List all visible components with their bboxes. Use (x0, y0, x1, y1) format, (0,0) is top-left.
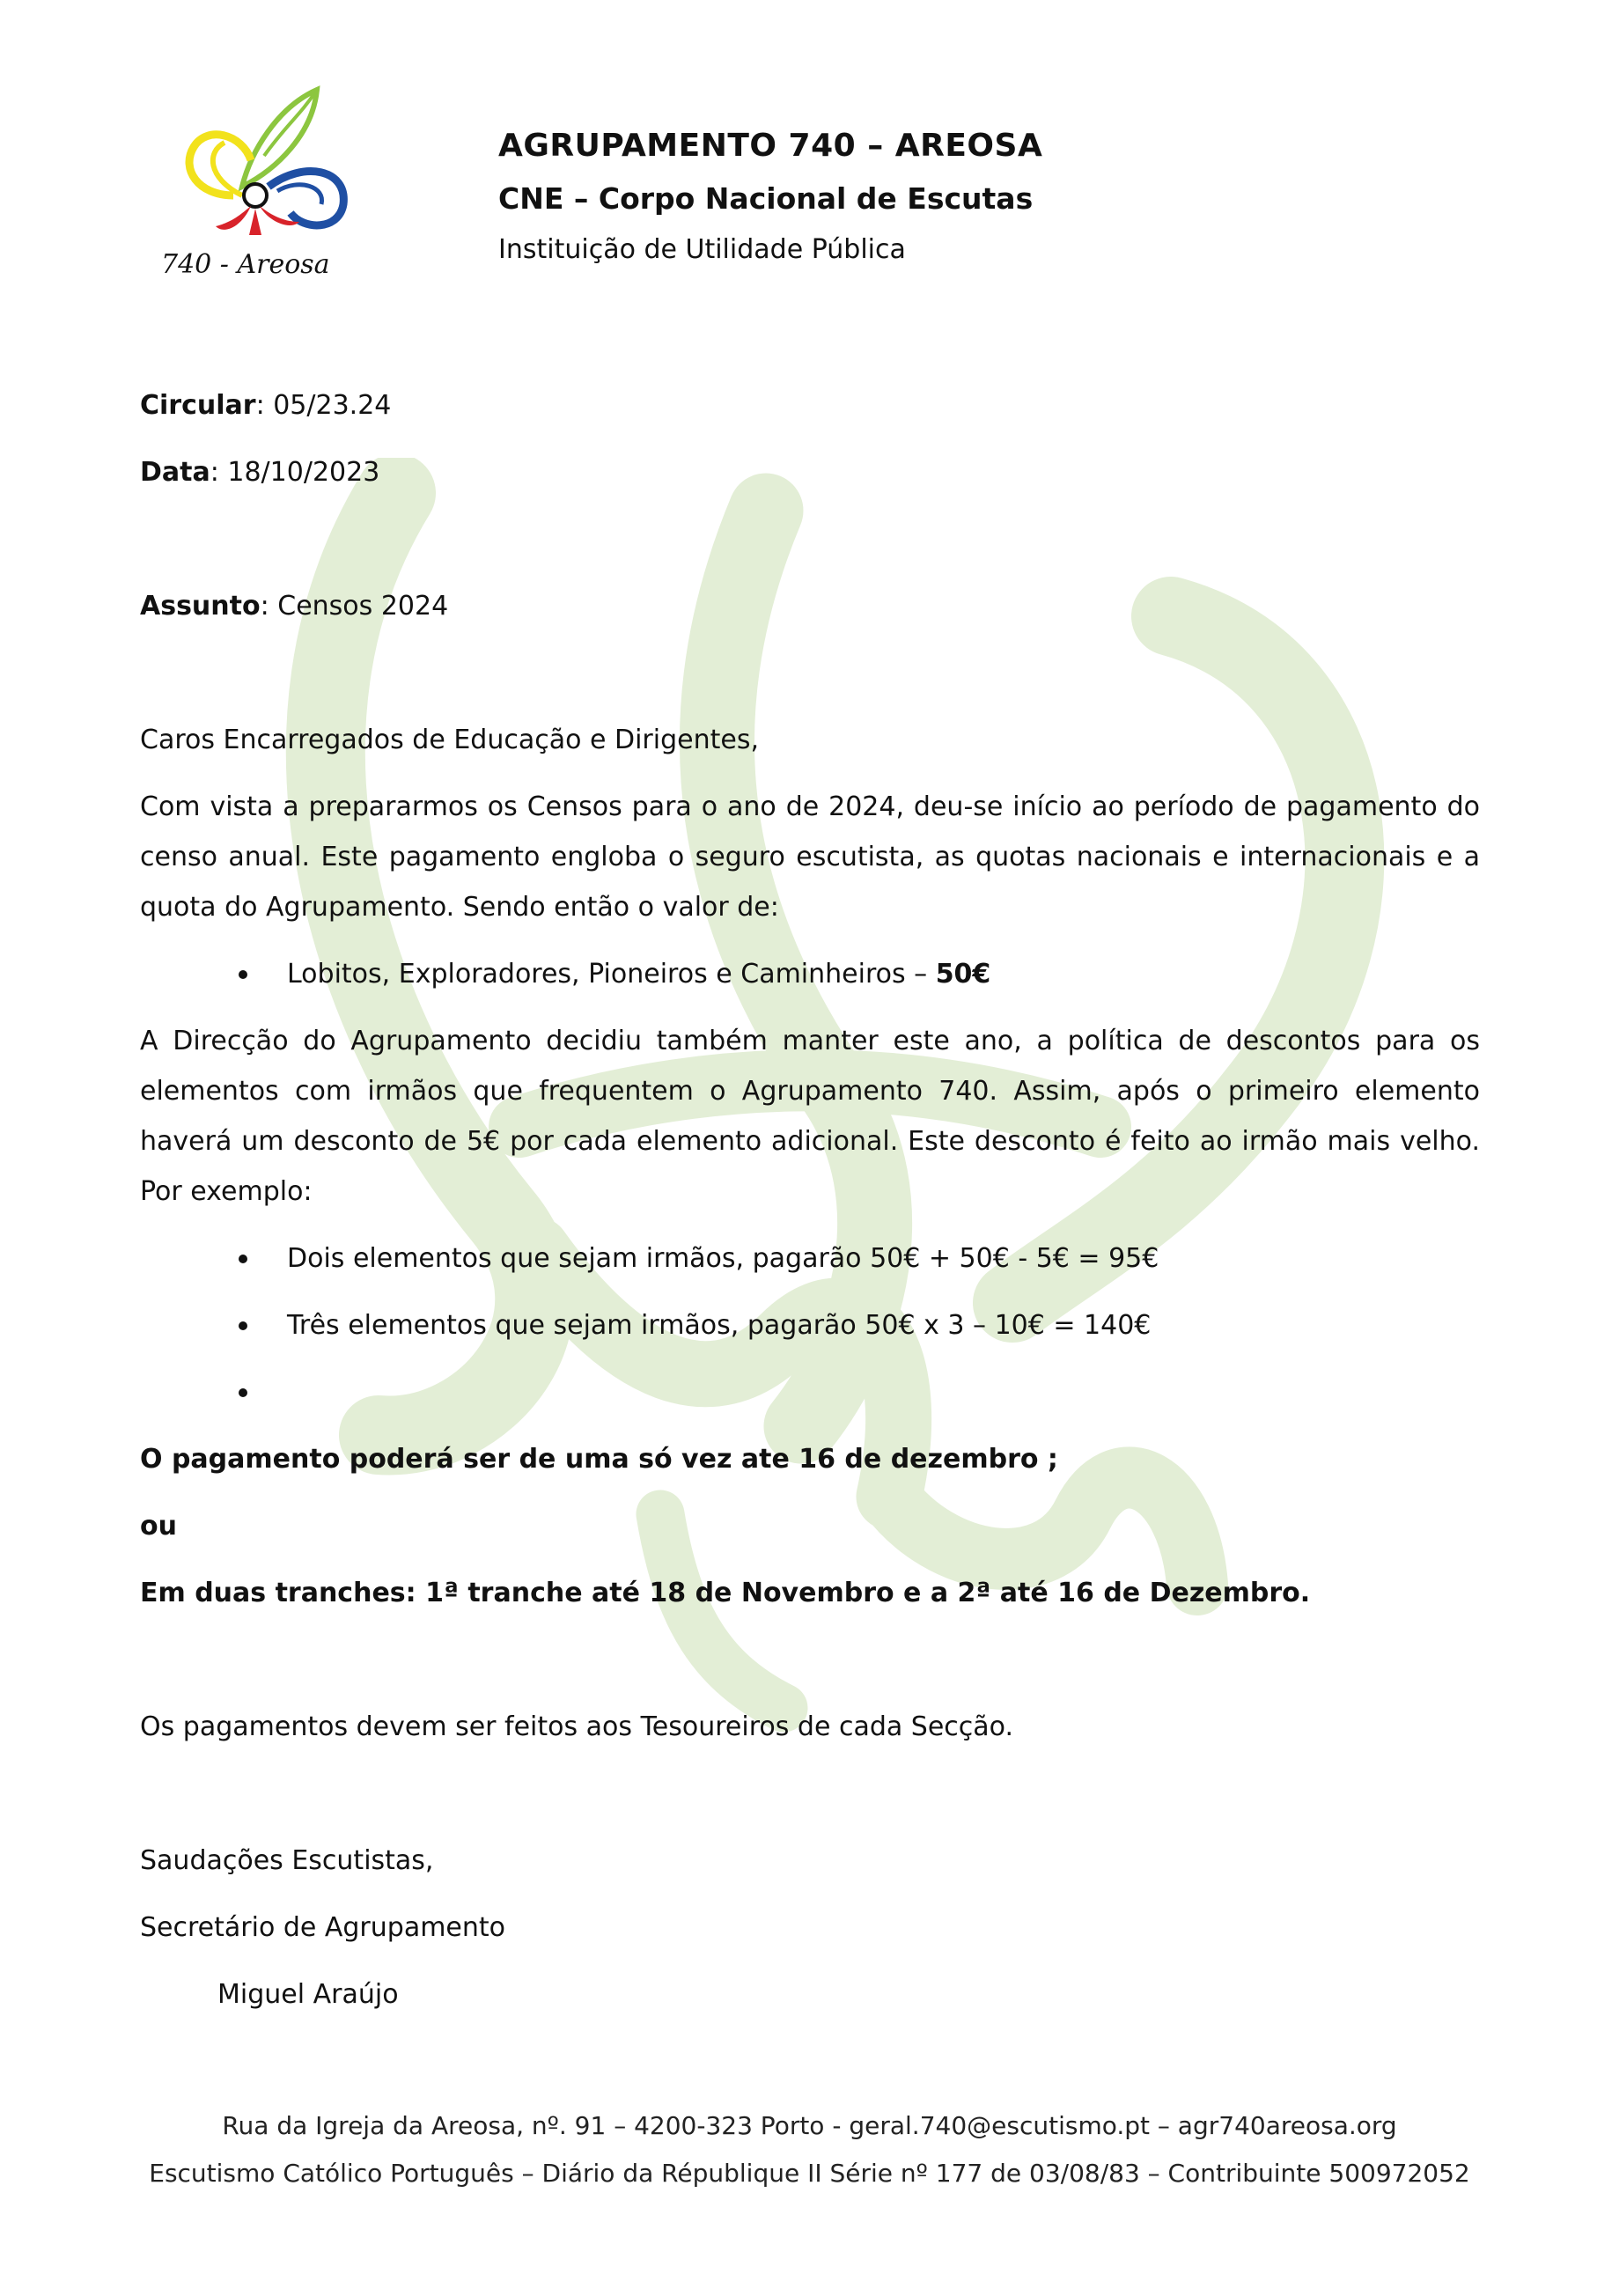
list-item (140, 1233, 1480, 1284)
closing: Saudações Escutistas, (140, 1845, 434, 1876)
subject-line (140, 581, 1480, 631)
organization-subtitle: CNE – Corpo Nacional de Escutas (498, 181, 1034, 216)
signer-name: Miguel Araújo (217, 1979, 399, 2010)
intro-paragraph: Com vista a prepararmos os Censos para o ano de 2024, deu-se início ao período de pagamento do censo anual. Este pagamento engloba o seguro escutista, as quotas nacionais e internacionais e a quota do Agrupamento. Sendo então o valor de: (140, 791, 1480, 923)
discount-paragraph: A Direcção do Agrupamento decidiu também manter este ano, a política de descontos para os elementos com irmãos que frequentem o Agrupamento 740. Assim, após o primeiro elemento haverá um desconto de 5€ por cada elemento adicional. Este desconto é feito ao irmão mais velho. Por exemplo: (140, 1026, 1480, 1207)
example-text: Três elementos que sejam irmãos, pagarão 50€ x 3 – 10€ = 140€ (287, 1310, 1152, 1341)
footer-address: Rua da Igreja da Areosa, nº. 91 – 4200-323 Porto - geral.740@escutismo.pt – agr740areosa.org (222, 2111, 1397, 2140)
payment-or: ou (140, 1511, 177, 1542)
footer-legal: Escutismo Católico Português – Diário da République II Série nº 177 de 03/08/83 – Contribuinte 500972052 (149, 2159, 1470, 2188)
letter-body (140, 380, 1480, 2020)
date-value: : 18/10/2023 (210, 457, 380, 488)
bullet-icon (239, 1321, 247, 1330)
example-text: Dois elementos que sejam irmãos, pagarão 50€ + 50€ - 5€ = 95€ (287, 1243, 1159, 1274)
price-value: 50€ (935, 959, 991, 990)
list-item (140, 1367, 1480, 1417)
subject-label: Assunto (140, 591, 261, 622)
list-item (140, 1300, 1480, 1350)
group-logo (145, 72, 383, 292)
bullet-icon (239, 970, 247, 979)
bullet-icon (239, 1255, 247, 1263)
institution-status: Instituição de Utilidade Pública (498, 234, 906, 265)
subject-value: : Censos 2024 (260, 591, 449, 622)
date-label: Data (140, 457, 210, 488)
letterhead (498, 123, 1042, 269)
bullet-icon (239, 1388, 247, 1397)
price-text: Lobitos, Exploradores, Pioneiros e Caminheiros – (287, 959, 936, 990)
circular-line (140, 380, 1480, 430)
circular-value: : 05/23.24 (255, 390, 392, 421)
date-line (140, 447, 1480, 497)
signer-role: Secretário de Agrupamento (140, 1912, 506, 1943)
greeting: Caros Encarregados de Educação e Dirigentes, (140, 725, 759, 755)
list-item (140, 949, 1480, 999)
payment-note: Os pagamentos devem ser feitos aos Tesoureiros de cada Secção. (140, 1711, 1014, 1742)
examples-list (140, 1233, 1480, 1417)
payment-once: O pagamento poderá ser de uma só vez ate 16 de dezembro ; (140, 1444, 1058, 1475)
organization-title: AGRUPAMENTO 740 – AREOSA (498, 128, 1043, 164)
logo-text: 740 - Areosa (161, 249, 330, 280)
circular-label: Circular (140, 390, 256, 421)
payment-tranches: Em duas tranches: 1ª tranche até 18 de Novembro e a 2ª até 16 de Dezembro. (140, 1578, 1311, 1608)
price-list (140, 949, 1480, 999)
